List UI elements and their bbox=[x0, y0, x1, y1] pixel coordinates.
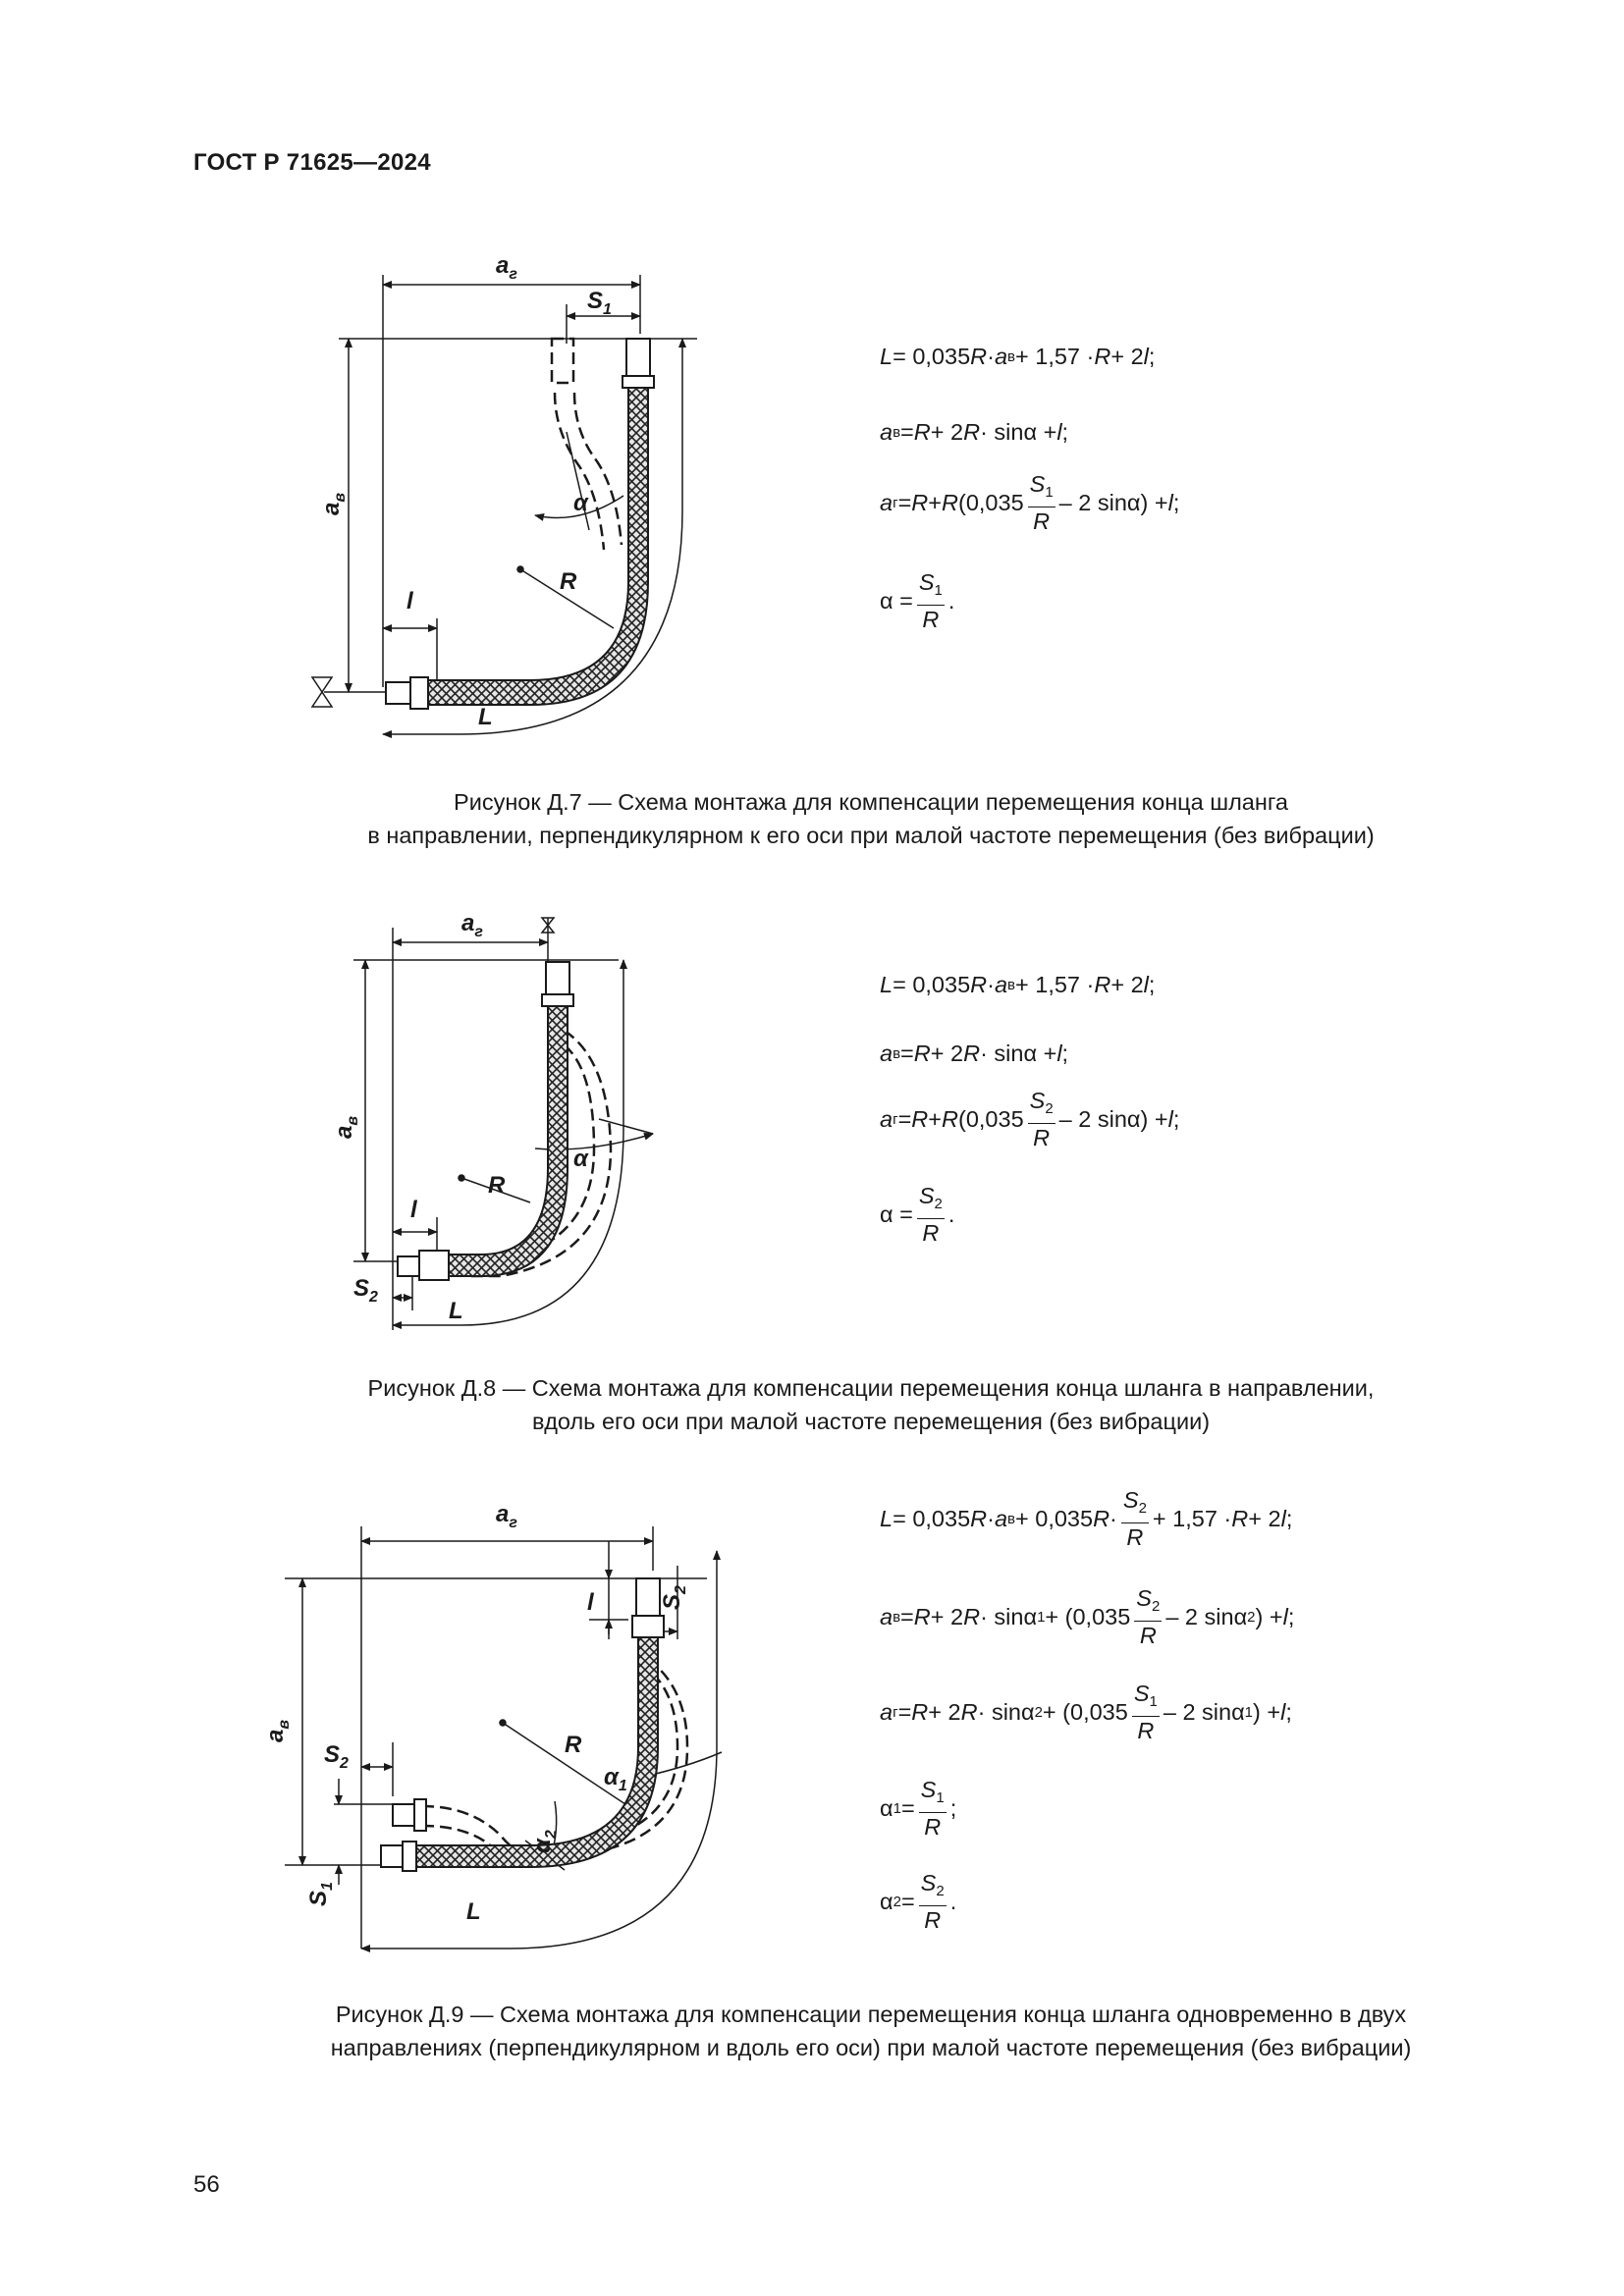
figure-d8-svg bbox=[314, 903, 707, 1335]
label-s2-left: $S_2$ bbox=[324, 1741, 349, 1772]
label-L: L bbox=[449, 1298, 463, 1324]
figure-d9-svg bbox=[255, 1492, 727, 1953]
formula-d8-1: L = 0,035 R · a в + 1,57 · R + 2 l ; bbox=[880, 972, 1156, 997]
hose-d7 bbox=[427, 383, 648, 705]
figure-d8-formulas bbox=[880, 972, 1469, 1266]
figure-d7-formulas bbox=[880, 344, 1469, 667]
formula-d9-5: α 2 = $\frac{S_2}{R}$ . bbox=[880, 1870, 957, 1933]
label-l: l bbox=[406, 588, 413, 614]
figure-d7-caption bbox=[193, 785, 1548, 852]
formula-d7-2: a в = R + 2 R · sinα + l ; bbox=[880, 419, 1069, 445]
hose-d9 bbox=[412, 1637, 658, 1867]
label-s2-top: $S_2$ bbox=[659, 1585, 689, 1610]
label-av: $a_в$ bbox=[318, 492, 349, 515]
label-R: R bbox=[560, 568, 577, 595]
caption-d7-line1: Рисунок Д.7 — Схема монтажа для компенсации перемещения конца шланга bbox=[454, 789, 1288, 815]
figure-d8-caption bbox=[193, 1371, 1548, 1438]
caption-d9-line1: Рисунок Д.9 — Схема монтажа для компенсации перемещения конца шланга одновременно в двух bbox=[335, 2002, 1407, 2027]
formula-d9-4: α 1 = $\frac{S_1}{R}$ ; bbox=[880, 1777, 957, 1840]
label-s1: $S_1$ bbox=[305, 1882, 336, 1906]
hose-d8 bbox=[447, 1006, 568, 1276]
label-alpha2: $\alpha_2$ bbox=[529, 1830, 560, 1853]
caption-d8-line1: Рисунок Д.8 — Схема монтажа для компенсации перемещения конца шланга в направлении, bbox=[367, 1375, 1375, 1401]
page-number: 56 bbox=[193, 2171, 220, 2198]
label-l: l bbox=[587, 1589, 594, 1616]
label-ag: $a_г$ bbox=[496, 1501, 517, 1531]
label-s2: $S_2$ bbox=[353, 1275, 378, 1306]
caption-d8-line2: вдоль его оси при малой частоте перемещения (без вибрации) bbox=[531, 1409, 1211, 1434]
label-L: L bbox=[478, 704, 493, 730]
figure-d9-formulas bbox=[880, 1487, 1489, 1968]
label-av: $a_в$ bbox=[331, 1115, 361, 1139]
formula-d7-3: a г = R + R (0,035 $\frac{S_1}{R}$ – 2 sinα) + l ; bbox=[880, 471, 1180, 534]
label-R: R bbox=[488, 1172, 506, 1199]
figure-d7-svg bbox=[295, 245, 707, 756]
caption-d7-line2: в направлении, перпендикулярном к его оси при малой частоте перемещения (без вибрации) bbox=[367, 823, 1375, 848]
label-alpha: α bbox=[573, 490, 588, 516]
figure-d8-drawing bbox=[314, 903, 707, 1335]
label-L: L bbox=[466, 1898, 481, 1925]
label-av: $a_в$ bbox=[262, 1719, 293, 1742]
formula-d9-2: a в = R + 2 R · sinα 1 + (0,035 $\frac{S_2}{R}$ – 2 sinα 2 ) + l ; bbox=[880, 1585, 1295, 1648]
formula-d7-4: α = $\frac{S_1}{R}$ . bbox=[880, 569, 955, 632]
label-ag: $a_г$ bbox=[496, 252, 517, 283]
label-R: R bbox=[565, 1732, 582, 1758]
label-alpha: α bbox=[573, 1146, 588, 1172]
label-l: l bbox=[410, 1197, 417, 1223]
formula-d9-1: L = 0,035 R · a в + 0,035 R · $\frac{S_2}{R}$ + 1,57 · R + 2 l ; bbox=[880, 1487, 1293, 1550]
figure-d7-drawing bbox=[295, 245, 707, 756]
caption-d9-line2: направлениях (перпендикулярном и вдоль его оси) при малой частоте перемещения (без вибрации) bbox=[330, 2035, 1412, 2060]
formula-d9-3: a г = R + 2 R · sinα 2 + (0,035 $\frac{S_1}{R}$ – 2 sinα 1 ) + l ; bbox=[880, 1681, 1292, 1743]
document-header: ГОСТ Р 71625—2024 bbox=[193, 149, 431, 176]
label-alpha1: $\alpha_1$ bbox=[604, 1764, 627, 1794]
formula-d8-3: a г = R + R (0,035 $\frac{S_2}{R}$ – 2 sinα) + l ; bbox=[880, 1088, 1180, 1150]
formula-d8-2: a в = R + 2 R · sinα + l ; bbox=[880, 1041, 1069, 1066]
figure-d9-drawing bbox=[255, 1492, 727, 1953]
figure-d9-caption bbox=[193, 1998, 1548, 2064]
formula-d7-1: L = 0,035 R · a в + 1,57 · R + 2 l ; bbox=[880, 344, 1156, 369]
label-s1: $S_1$ bbox=[587, 288, 612, 318]
formula-d8-4: α = $\frac{S_2}{R}$ . bbox=[880, 1183, 955, 1246]
label-ag: $a_г$ bbox=[461, 910, 483, 940]
